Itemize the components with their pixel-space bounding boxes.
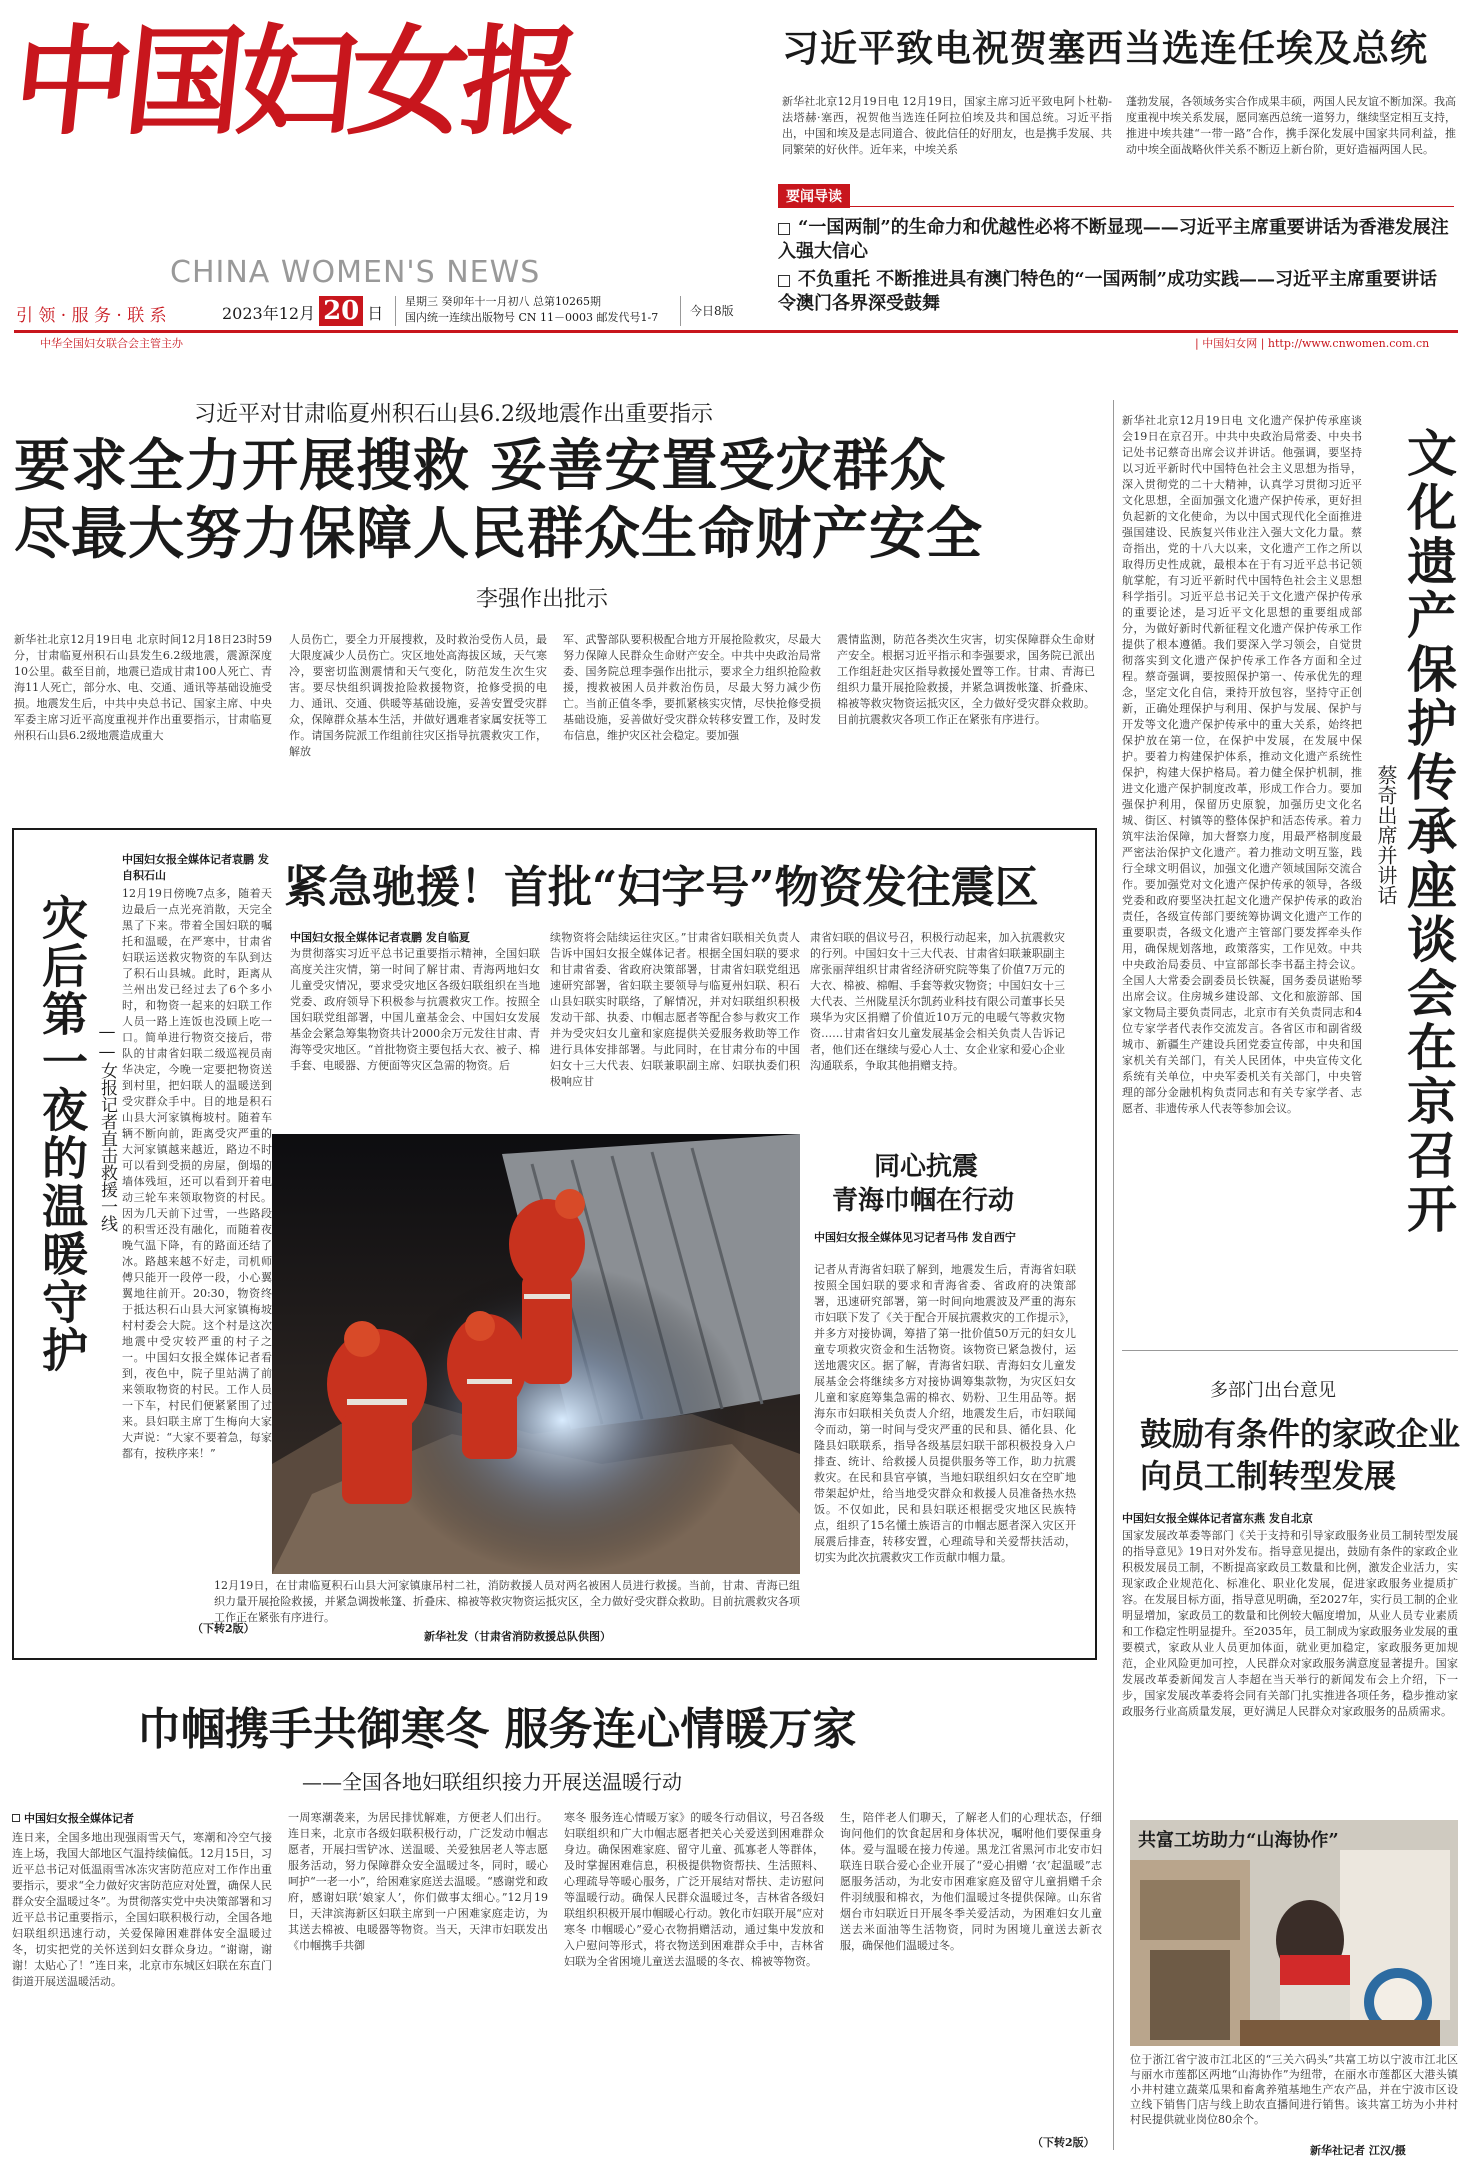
- winter-col-1: 连日来，全国多地出现强雨雪天气，寒潮和冷空气接连上场，我国大部地区气温持续偏低。12月15日，习近平总书记对低温雨雪冰冻灾害防范应对工作作出重要指示，要求“全力做好灾害防范应对处置，确保人民群众安全温暖过冬”。为贯彻落实党中央决策部署和习近平总书记重要指示，全国妇联积极行动，全国各地妇联组织迅速行动，关爱保障困难群体安全温暖过冬，切实把党的关怀送到妇女群众身边。“谢谢，谢谢！太贴心了！”连日来，北京市东城区妇联在东直门街道开展送温暖活动。: [12, 1831, 272, 1988]
- relief-continue[interactable]: （下转2版）: [192, 1622, 255, 1635]
- date-suffix: 日: [367, 304, 384, 323]
- guide-item[interactable]: [778, 268, 1454, 316]
- qinghai-headline-1[interactable]: 同心抗震: [874, 1152, 979, 1182]
- winter-byline-text: 中国妇女报全媒体记者: [24, 1812, 134, 1825]
- workshop-photo: [1130, 1820, 1458, 2046]
- housekeeping-kicker: 多部门出台意见: [1210, 1380, 1336, 1401]
- winter-continue[interactable]: （下转2版）: [1032, 2136, 1095, 2149]
- column-divider: [1113, 400, 1114, 2150]
- top-story-col-2: 蓬勃发展，各领域务实合作成果丰硕，两国人民友谊不断加深。我高度重视中埃关系发展，愿同塞西总统一道努力，继续坚定相互支持，推进中埃共建“一带一路”合作，携手深化发展中国家共同利益，推动中埃全面战略伙伴关系不断迈上新台阶，更好造福两国人民。: [1126, 95, 1456, 156]
- housekeeping-headline-2[interactable]: 向员工制转型发展: [1140, 1457, 1397, 1495]
- top-story-col-1: 新华社北京12月19日电 12月19日，国家主席习近平致电阿卜杜勒-法塔赫·塞西，祝贺他当选连任阿拉伯埃及共和国总统。习近平指出，中国和埃及是志同道合、彼此信任的好朋友，也是携手发展、共同繁荣的好伙伴。近年来，中埃关系: [782, 95, 1112, 156]
- info-line-2: 国内统一连续出版物号 CN 11－0003 邮发代号1-7: [405, 311, 659, 324]
- culture-vertical-subhead: 蔡奇出席并讲话: [1374, 765, 1398, 905]
- winter-headline[interactable]: 巾帼携手共御寒冬 服务连心情暖万家: [137, 1704, 857, 1755]
- photo-card-caption: 位于浙江省宁波市江北区的“三关六码头”共富工坊以宁波市江北区与丽水市莲都区两地“山海协作”为纽带，在丽水市莲都区大港头镇小井村建立蔬菜瓜果和畜禽养殖基地生产农产品，并在宁波市区设立线下销售门店与线上助农直播间进行销售。该共富工坊为小井村村民提供就业岗位80余个。: [1130, 2053, 1458, 2126]
- relief-side-text: 12月19日傍晚7点多，随着天边最后一点光亮消散，天完全黑了下来。带着全国妇联的嘱托和温暖，在严寒中，甘肃省妇联运送救灾物资的车队到达了积石山县城。此时，距离从兰州出发已经过去了6个多小时，和物资一起来的妇联工作人员一路上连饭也没顾上吃一口。简单进行物资交接后，带队的甘肃省妇联二级巡视员南华决定，今晚一定要把物资送到村里，把妇联人的温暖送到受灾群众手中。目的地是积石山县大河家镇梅坡村。随着车辆不断向前，距离受灾严重的大河家镇越来越近，路边不时可以看到受损的房屋，倒塌的墙体残垣，还可以看到开着电动三轮车来领取物资的村民。因为几天前下过雪，一些路段的积雪还没有融化，而随着夜晚气温下降，有的路面还结了冰。路越来越不好走，司机师傅只能开一段停一段，小心翼翼地往前开。20:30，物资终于抵达积石山县大河家镇梅坡村村委会大院。这个村是这次地震中受灾较严重的村子之一。中国妇女报全媒体记者看到，夜色中，院子里站满了前来领取物资的村民。工作人员一下车，村民们便紧紧围了过来。县妇联主席丁生梅向大家大声说：“大家不要着急，每家都有，按秩序来！”: [122, 887, 272, 1460]
- relief-vertical-subhead: ——女报记者直击救援一线: [97, 1022, 117, 1232]
- masthead-english: CHINA WOMEN'S NEWS: [170, 255, 541, 290]
- winter-byline: [12, 1810, 134, 1826]
- guide-item-text: 不负重托 不断推进具有澳门特色的“一国两制”成功实践——习近平主席重要讲话令澳门各界深受鼓舞: [778, 269, 1437, 314]
- relief-story-col-3: 肃省妇联的倡议号召，积极行动起来，加入抗震救灾的行列。中国妇女十三大代表、甘肃省妇联兼职副主席张丽萍组织甘肃省经济研究院等集了价值7万元的大衣、棉被、棉帽、手套等救灾物资；中国妇女十三大代表、兰州陇星沃尔凯药业科技有限公司董事长吴瑛华为灾区捐赠了价值近10万元的电暖气等救灾物资……甘肃省妇女儿童发展基金会相关负责人告诉记者，他们还在继续与爱心人士、女企业家和爱心企业沟通联系，争取其他捐赠支持。: [810, 931, 1065, 1072]
- relief-story-col-1: 为贯彻落实习近平总书记重要指示精神，全国妇联高度关注灾情，第一时间了解甘肃、青海两地妇女儿童受灾情况，要求受灾地区各级妇联组织在当地党委、政府领导下积极参与抗震救灾工作。按照全国妇联党组部署，中国儿童基金会、中国妇女发展基金会紧急筹集物资共计2000余万元发往甘肃、青海等受灾地区。“首批物资主要包括大衣、被子、棉手套、电暖器、方便面等灾区急需的物资。后: [290, 947, 540, 1072]
- masthead-info: [405, 294, 658, 326]
- date-prefix: 2023年12月: [222, 304, 316, 323]
- housekeeping-story: [1122, 1350, 1461, 1790]
- rescue-photo-art: [272, 1134, 800, 1574]
- photo-card-title: 共富工坊助力“山海协作”: [1138, 1830, 1339, 1851]
- relief-box: [12, 828, 1097, 1660]
- culture-vertical-headline[interactable]: 文化遗产保护传承座谈会在京召开: [1399, 427, 1458, 1237]
- masthead-title: 中国妇女报: [6, 12, 582, 151]
- earthquake-col-4: 震情监测，防范各类次生灾害，切实保障群众生命财产安全。根据习近平指示和李强要求，国务院已派出工作组赶赴灾区指导救援处置等工作。甘肃、青海已组织力量开展抢险救援，并紧急调拨帐篷、折叠床、棉被等救灾物资运抵灾区，全力做好受灾群众救助。目前抗震救灾各项工作正在紧张有序进行。: [837, 633, 1095, 726]
- housekeeping-text: 国家发展改革委等部门《关于支持和引导家政服务业员工制转型发展的指导意见》19日对外发布。指导意见提出，鼓励有条件的家政企业积极发展员工制，不断提高家政员工数量和比例，激发企业活力，实现家政企业规范化、标准化、职业化发展，促进家政服务业提质扩容。在发展目标方面，指导意见明确，至2027年，实行员工制的企业明显增加，家政员工的数量和比例较大幅度增加，从业人员专业素质和工作稳定性明显提升。至2035年，员工制成为家政服务业发展的重要模式，家政从业人员更加体面，就业更加稳定，家政服务更加规范，企业风险更加可控，人民群众对家政服务满意度显著提升。国家发展改革委新闻发言人李超在当天举行的新闻发布会上介绍，下一步，国家发展改革委将会同有关部门扎实推进各项任务，稳步推动家政服务行业高质量发展，更好满足人民群众对家政服务的品质需求。: [1122, 1529, 1458, 1718]
- relief-vertical-headline[interactable]: 灾后第一夜的温暖守护: [35, 894, 89, 1374]
- guide-item-text: “一国两制”的生命力和优越性必将不断显现——习近平主席重要讲话为香港发展注入强大信心: [778, 217, 1449, 262]
- masthead-pages: 今日8版: [690, 304, 734, 318]
- earthquake-subhead: 李强作出批示: [476, 587, 609, 612]
- qinghai-byline: 中国妇女报全媒体见习记者马伟 发自西宁: [814, 1231, 1016, 1244]
- housekeeping-byline: 中国妇女报全媒体记者富东燕 发自北京: [1122, 1512, 1313, 1525]
- top-story: [782, 8, 1458, 178]
- guide-label: 要闻导读: [778, 184, 850, 208]
- top-story-headline[interactable]: 习近平致电祝贺塞西当选连任埃及总统: [782, 26, 1428, 70]
- winter-story: [12, 1690, 1112, 2160]
- relief-story-byline: 中国妇女报全媒体记者袁鹏 发自临夏: [290, 931, 470, 944]
- qinghai-headline-2[interactable]: 青海巾帼在行动: [832, 1186, 1015, 1216]
- earthquake-headline-2[interactable]: 尽最大努力保障人民群众生命财产安全: [14, 501, 983, 567]
- earthquake-story: [14, 385, 1109, 805]
- relief-byline: 中国妇女报全媒体记者袁鹏 发自积石山: [122, 853, 269, 882]
- winter-col-2: 一周寒潮袭来，为居民排忧解难，方便老人们出行。连日来，北京市各级妇联积极行动，广泛发动巾帼志愿者，开展扫雪铲冰、送温暖、关爱独居老人等志愿服务活动，努力保障群众安全温暖过冬，同时，暖心呵护“一老一小”，给困难家庭送去温暖。“感谢党和政府，感谢妇联‘娘家人’，你们做事太细心。”12月19日，天津滨海新区妇联主席到一户困难家庭走访，为其送去棉被、电暖器等物资。当天，天津市妇联发出《巾帼携手共御: [288, 1811, 548, 1952]
- square-icon: [12, 1814, 20, 1822]
- relief-story-col-2: 续物资将会陆续运往灾区。”甘肃省妇联相关负责人告诉中国妇女报全媒体记者。根据全国妇联的要求和甘肃省委、省政府决策部署，甘肃省妇联党组迅速研究部署，省妇联主要领导与临夏州妇联、积石山县妇联实时联络，了解情况，并对妇联组织积极发动干部、执委、巾帼志愿者等配合参与救灾工作并为受灾妇女儿童和家庭提供关爱服务救助等工作进行具体安排部署。与此同时，在甘肃分布的中国妇女十三大代表、妇联兼职副主席、妇联执委们积极响应甘: [550, 931, 800, 1088]
- relief-headline[interactable]: 紧急驰援！首批“妇字号”物资发往震区: [284, 862, 1039, 913]
- winter-subhead: ——全国各地妇联组织接力开展送温暖行动: [302, 1770, 682, 1794]
- qinghai-text: 记者从青海省妇联了解到，地震发生后，青海省妇联按照全国妇联的要求和青海省委、省政府的决策部署，迅速研究部署，第一时间向地震波及严重的海东市妇联下发了《关于配合开展抗震救灾的工作提示》，并多方对接协调，筹措了第一批价值50万元的妇女儿童专项救灾资金和生活物资。该物资已紧急拨付，运送地震灾区。据了解，青海省妇联、青海妇女儿童发展基金会将继续多方对接协调筹集款物，为灾区妇女儿童和家庭筹集急需的棉衣、奶粉、卫生用品等。据海东市妇联相关负责人介绍，地震发生后，市妇联闻令而动，第一时间与受灾严重的民和县、循化县、化隆县妇联联系，指导各级基层妇联干部积极投身入户排查、统计、给救援人员提供服务等工作，助力抗震救灾。在民和县官亭镇，当地妇联组织妇女在空旷地带架起炉灶，给当地受灾群众和救援人员准备热水热饭。不仅如此，民和县妇联还根据受灾地区民族特点，组织了15名懂土族语言的巾帼志愿者深入灾区开展震后排查，转移安置，心理疏导和关爱帮扶活动，切实为此次抗震救灾工作贡献巾帼力量。: [814, 1263, 1076, 1564]
- rescue-photo: [272, 1134, 800, 1574]
- masthead-slogan: 引 领 · 服 务 · 联 系: [16, 306, 167, 326]
- earthquake-col-1: 新华社北京12月19日电 北京时间12月18日23时59分，甘肃临夏州积石山县发生6.2级地震，震源深度10公里。截至目前，地震已造成甘肃100人死亡、青海11人死亡，部分水、电、交通、通讯等基础设施受损。地震发生后，中共中央总书记、国家主席、中央军委主席习近平高度重视并作出重要指示，甘肃临夏州积石山县6.2级地震造成重大: [14, 633, 272, 742]
- culture-text: 新华社北京12月19日电 文化遗产保护传承座谈会19日在京召开。中共中央政治局常委、中央书记处书记蔡奇出席会议并讲话。他强调，要坚持以习近平新时代中国特色社会主义思想为指导，深入贯彻党的二十大精神，认真学习贯彻习近平文化思想，全面加强文化遗产保护传承，更好担负起新的文化使命，为以中国式现代化全面推进强国建设、民族复兴伟业注入强大文化力量。蔡奇指出，党的十八大以来，文化遗产工作之所以取得历史性成就，最根本在于有习近平总书记领航掌舵，有习近平新时代中国特色社会主义思想科学指引。习近平总书记关于文化遗产保护传承的重要论述，是习近平文化思想的重要组成部分，为做好新时代新征程文化遗产保护传承工作提供了根本遵循。我们要深入学习领会，自觉贯彻落实到文化遗产保护传承工作各方面和全过程。蔡奇强调，要按照保护第一、传承优先的理念，坚定文化自信，秉持开放包容，坚持守正创新，正确处理保护与利用、保护与发展、保护与开发等文化遗产保护传承中的重大关系，始终把保护放在第一位，在保护中发展，在发展中保护。要着力构建保护体系，推动文化遗产系统性保护，构建大保护格局。着力健全保护机制，推进文化遗产保护制度改革，形成工作合力。要加强保护利用，保留历史原貌，加强历史文化名城、街区、村镇等的整体保护和活态传承。着力筑牢法治保障，加大督察力度，用最严格制度最严密法治保护文化遗产。着力推动文明互鉴，践行全球文明倡议，加强文化遗产领域国际交流合作。要加强党对文化遗产保护传承的领导，各级党委和政府要坚决扛起文化遗产保护传承的政治责任，各级宣传部门要统筹协调文化遗产工作的重要职责，各级文化遗产主管部门要发挥牵头作用，确保规划落地，政策落实，工作见效。中共中央政治局委员、中宣部部长李书磊主持会议。全国人大常委会副委员长铁凝，国务委员谌贻琴出席会议。住房城乡建设部、文化和旅游部、国家文物局主要负责同志，北京市有关负责同志和4位专家学者代表作交流发言。各省区市和副省级城市、新疆生产建设兵团党委宣传部，中央和国家机关有关部门，有关人民团体，中央宣传文化系统有关单位，中央军委机关有关部门，中央管理的部分金融机构负责同志和有关专家学者、志愿者、非遗传承人代表等参加会议。: [1122, 414, 1362, 1115]
- earthquake-headline-1[interactable]: 要求全力开展搜救 妥善安置受灾群众: [14, 433, 947, 499]
- photo-card: [1130, 1820, 1458, 2160]
- housekeeping-headline-1[interactable]: 鼓励有条件的家政企业: [1140, 1415, 1461, 1453]
- guide-box: [776, 182, 1458, 312]
- earthquake-col-2: 人员伤亡，要全力开展搜救，及时救治受伤人员，最大限度减少人员伤亡。灾区地处高海拔区域，天气寒冷，要密切监测震情和天气变化，防范发生次生灾害。要尽快组织调拨抢险救援物资，抢修受损的电力、通讯、交通、供暖等基础设施，妥善安置受灾群众，保障群众基本生活，并做好遇难者家属安抚等工作。请国务院派工作组前往灾区指导抗震救灾工作，解放: [289, 633, 547, 758]
- earthquake-col-3: 军、武警部队要积极配合地方开展抢险救灾，尽最大努力保障人民群众生命财产安全。中共中央政治局常委、国务院总理李强作出批示，要求全力组织抢险救援，搜救被困人员并救治伤员，尽最大努力减少伤亡。当前正值冬季，要抓紧核实灾情，尽快抢修受损基础设施，妥善做好受灾群众转移安置工作，及时发布信息，维护灾区社会稳定。要加强: [563, 633, 821, 742]
- checkbox-icon: [778, 223, 790, 235]
- masthead-date: [222, 296, 383, 326]
- masthead-website[interactable]: | 中国妇女网 | http://www.cnwomen.com.cn: [1195, 337, 1430, 350]
- guide-item[interactable]: [778, 216, 1454, 264]
- workshop-photo-art: [1130, 1820, 1458, 2046]
- date-day: 20: [319, 296, 363, 326]
- photo-card-credit: 新华社记者 江汉/摄: [1310, 2144, 1406, 2157]
- masthead-sponsor: 中华全国妇女联合会主管主办: [40, 337, 183, 350]
- winter-col-4: 生，陪伴老人们聊天，了解老人们的心理状态，仔细询问他们的饮食起居和身体状况，嘱咐他们要保重身体。爱与温暖在接力传递。黑龙江省黑河市北安市妇联连日联合爱心企业开展了“爱心捐赠 ‘衣’起温暖”志愿服务活动，为北安市困难家庭及留守儿童捐赠千余件羽绒服和棉衣，为他们温暖过冬提供保障。山东省烟台市妇联近日开展冬季关爱活动，为困难妇女儿童送去米面油等生活物资，同时为困境儿童送去新衣服，确保他们温暖过冬。: [840, 1811, 1102, 1952]
- checkbox-icon: [778, 275, 790, 287]
- photo-credit: 新华社发（甘肃省消防救援总队供图）: [424, 1630, 611, 1643]
- culture-story: [1122, 405, 1458, 1340]
- photo-caption: 12月19日，在甘肃临夏积石山县大河家镇康吊村二社，消防救援人员对两名被困人员进行救援。当前，甘肃、青海已组织力量开展抢险救援，并紧急调拨帐篷、折叠床、棉被等救灾物资运抵灾区，全力做好受灾群众救助。目前抗震救灾各项工作正在紧张有序进行。: [214, 1579, 800, 1624]
- earthquake-kicker: 习近平对甘肃临夏州积石山县6.2级地震作出重要指示: [194, 402, 713, 427]
- info-line-1: 星期三 癸卯年十一月初八 总第10265期: [405, 295, 601, 308]
- winter-col-3: 寒冬 服务连心情暖万家》的暖冬行动倡议，号召各级妇联组织和广大巾帼志愿者把关心关爱送到困难群众身边。确保困难家庭、留守儿童、孤寡老人等群体，及时掌握困难信息，积极提供物资帮扶、生活照料、心理疏导等暖心服务，广泛开展结对帮扶、走访慰问等温暖行动。确保人民群众温暖过冬，吉林省各级妇联组织积极开展巾帼暖心行动。敦化市妇联开展“应对寒冬 巾帼暖心”爱心衣物捐赠活动，通过集中发放和入户慰问等形式，将衣物送到困难群众手中，吉林省妇联为全省困境儿童送去温暖的冬衣、棉被等物资。: [564, 1811, 824, 1968]
